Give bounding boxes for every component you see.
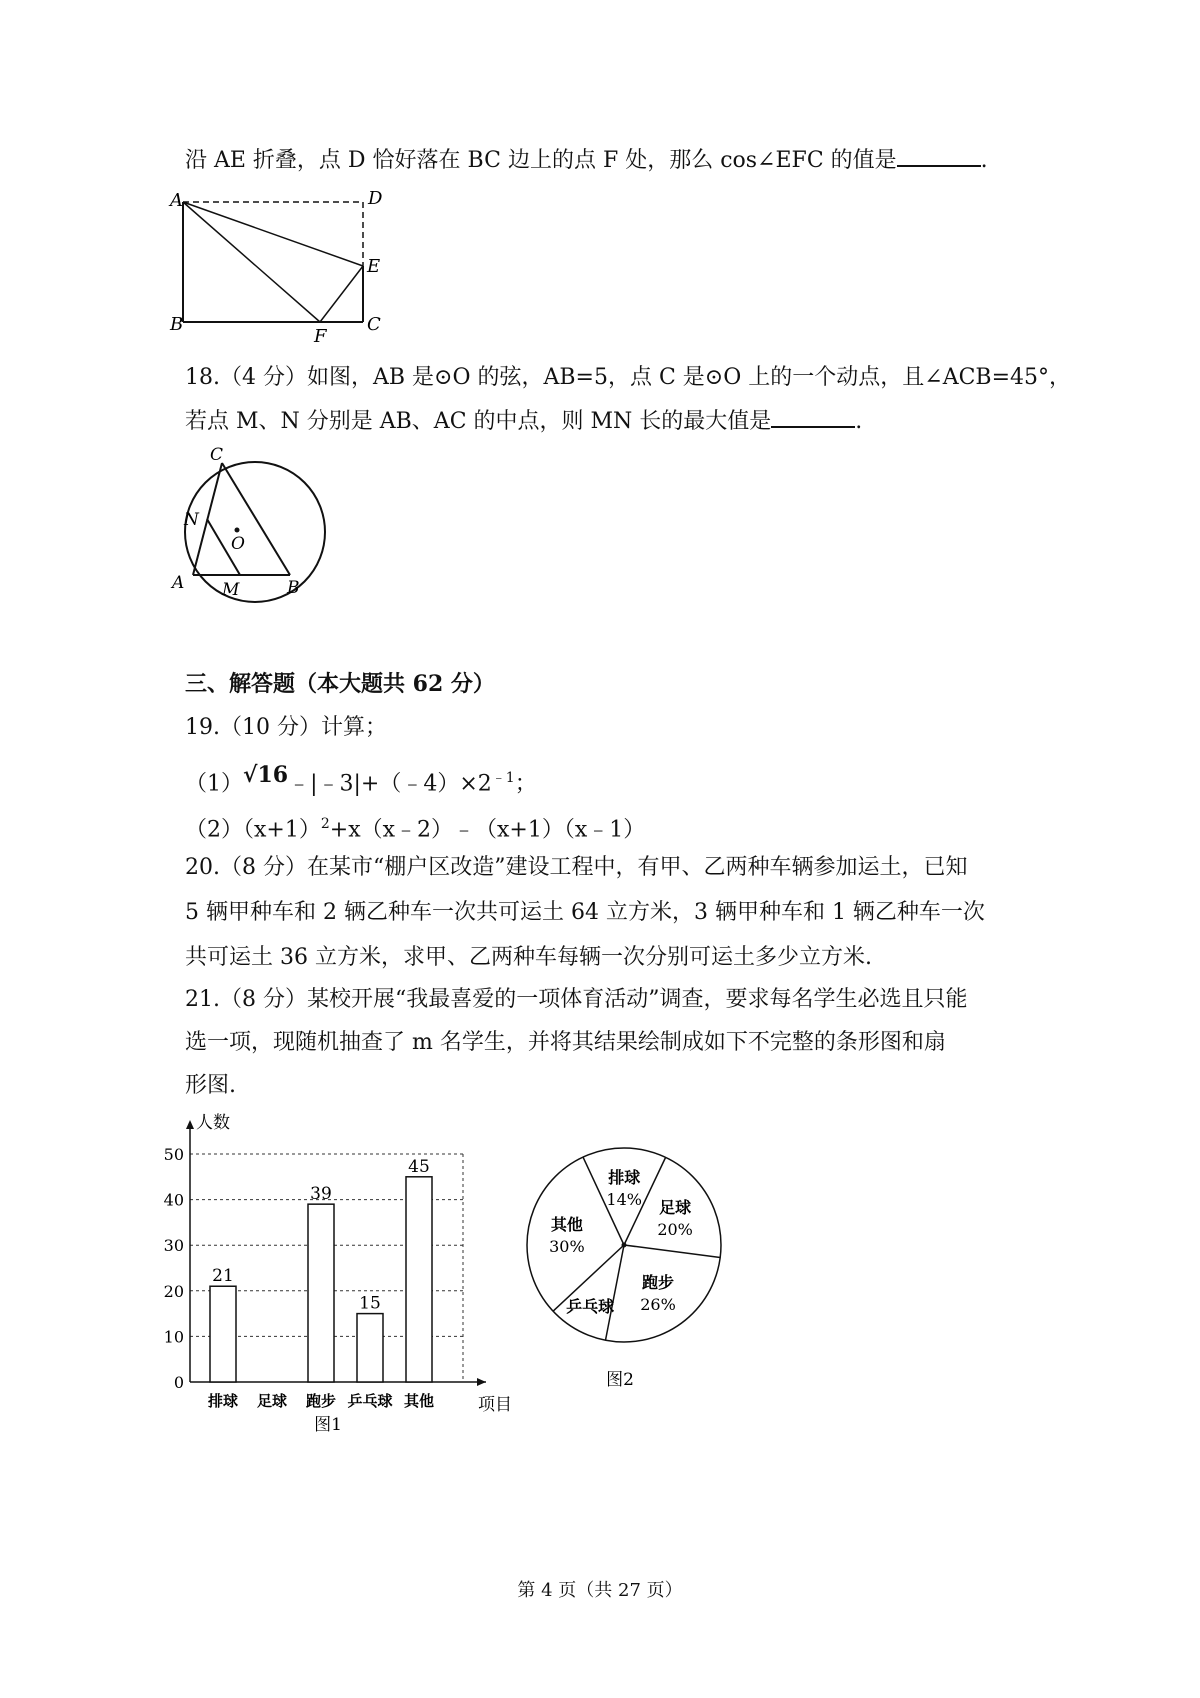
bar-value-label: 21	[212, 1266, 234, 1287]
q19-part2-prefix: （2）（x+1）	[185, 817, 321, 843]
q20-line1: 20.（8 分）在某市“棚户区改造”建设工程中，有甲、乙两种车辆参加运土，已知	[185, 855, 968, 880]
pie-slice-percent: 26%	[640, 1295, 676, 1315]
q21-line3: 形图.	[185, 1073, 236, 1098]
q19-part1-end: ；	[514, 771, 537, 797]
pie-center	[622, 1243, 627, 1248]
label-O: O	[231, 534, 245, 554]
q19-part1	[185, 762, 1035, 800]
label-A: A	[170, 190, 183, 211]
q19-part1-exponent: ﹣1	[491, 770, 515, 786]
x-tick-label: 排球	[207, 1392, 239, 1410]
pie-slice-label: 排球	[608, 1167, 641, 1187]
q21-line2: 选一项，现随机抽查了 m 名学生，并将其结果绘制成如下不完整的条形图和扇	[185, 1030, 946, 1055]
q17-text-tail: 沿 AE 折叠，点 D 恰好落在 BC 边上的点 F 处，那么 cos∠EFC 的值是	[185, 148, 897, 173]
q18-line2	[185, 404, 1035, 438]
y-tick-label: 50	[163, 1145, 184, 1164]
bar-chart	[163, 1112, 568, 1442]
bar-value-label: 15	[359, 1293, 381, 1314]
pie-chart	[549, 1125, 818, 1425]
pie-slice-percent: 30%	[549, 1236, 585, 1256]
y-tick-label: 0	[173, 1373, 184, 1392]
y-tick-label: 20	[163, 1281, 184, 1301]
x-tick-label: 乒乓球	[347, 1392, 393, 1410]
q21-line1: 21.（8 分）某校开展“我最喜爱的一项体育活动”调查，要求每名学生必选且只能	[185, 987, 968, 1012]
page-footer: 第 4 页（共 27 页）	[517, 1580, 683, 1601]
bar	[406, 1177, 432, 1382]
pie-slice-percent: 20%	[657, 1220, 693, 1240]
q19-part2	[185, 808, 1035, 846]
label-M: M	[222, 580, 240, 600]
q19-part2-rest: +x（x﹣2）﹣（x+1）（x﹣1）	[329, 817, 646, 843]
chart-caption: 图1	[314, 1415, 342, 1435]
chart-caption: 图2	[606, 1370, 634, 1390]
q19-title: 19.（10 分）计算；	[185, 715, 387, 740]
y-axis-arrow	[186, 1120, 194, 1129]
q18-period: .	[855, 409, 863, 434]
q18-line1: 18.（4 分）如图，AB 是⊙O 的弦，AB=5，点 C 是⊙O 上的一个动点，且∠ACB=45°，	[185, 365, 1072, 390]
pie-slice-label: 足球	[659, 1198, 692, 1218]
pie-slice-percent: 14%	[606, 1189, 642, 1209]
q18-answer-blank[interactable]	[771, 404, 855, 428]
y-tick-label: 40	[163, 1190, 184, 1210]
x-tick-label: 跑步	[305, 1392, 337, 1410]
label-B: B	[287, 578, 300, 598]
y-tick-label: 10	[163, 1327, 184, 1347]
q17-text	[185, 143, 1035, 177]
label-B: B	[170, 314, 184, 335]
label-A: A	[172, 573, 185, 593]
x-axis-label: 项目	[478, 1395, 512, 1415]
sqrt-16: √16	[243, 762, 289, 789]
label-C: C	[210, 445, 224, 465]
bar	[308, 1204, 334, 1382]
q20-line3: 共可运土 36 立方米，求甲、乙两种车每辆一次分别可运土多少立方米.	[185, 945, 872, 970]
label-N: N	[184, 510, 199, 530]
x-tick-label: 其他	[403, 1392, 435, 1410]
q20-line2: 5 辆甲种车和 2 辆乙种车一次共可运土 64 立方米，3 辆甲种车和 1 辆乙种车一次	[185, 900, 985, 925]
bar-value-label: 45	[408, 1156, 430, 1177]
pie-slice-label: 乒乓球	[566, 1297, 615, 1317]
q17-answer-blank[interactable]	[897, 143, 981, 167]
q18-circle-figure	[170, 442, 350, 617]
label-D: D	[368, 188, 383, 209]
label-E: E	[367, 256, 381, 277]
q17-rectangle-figure	[170, 188, 410, 348]
bar	[210, 1286, 236, 1382]
y-tick-label: 30	[163, 1236, 184, 1256]
q18-line2-text: 若点 M、N 分别是 AB、AC 的中点，则 MN 长的最大值是	[185, 409, 772, 434]
bar-value-label: 39	[310, 1184, 332, 1205]
pie-slice-label: 其他	[550, 1214, 583, 1234]
x-axis-arrow	[477, 1378, 486, 1386]
q17-period: .	[980, 148, 988, 173]
q19-part1-prefix: （1）	[185, 771, 243, 797]
q19-part1-rest: ﹣|﹣3|+（﹣4）×2	[288, 771, 492, 797]
label-C: C	[367, 314, 381, 335]
x-tick-label: 足球	[256, 1392, 288, 1410]
bar	[357, 1314, 383, 1382]
section-title: 三、解答题（本大题共 62 分）	[185, 671, 495, 697]
q19-part2-exponent: 2	[320, 816, 330, 832]
y-axis-label: 人数	[196, 1113, 230, 1133]
pie-slice-label: 跑步	[642, 1273, 675, 1293]
label-F: F	[314, 326, 327, 347]
